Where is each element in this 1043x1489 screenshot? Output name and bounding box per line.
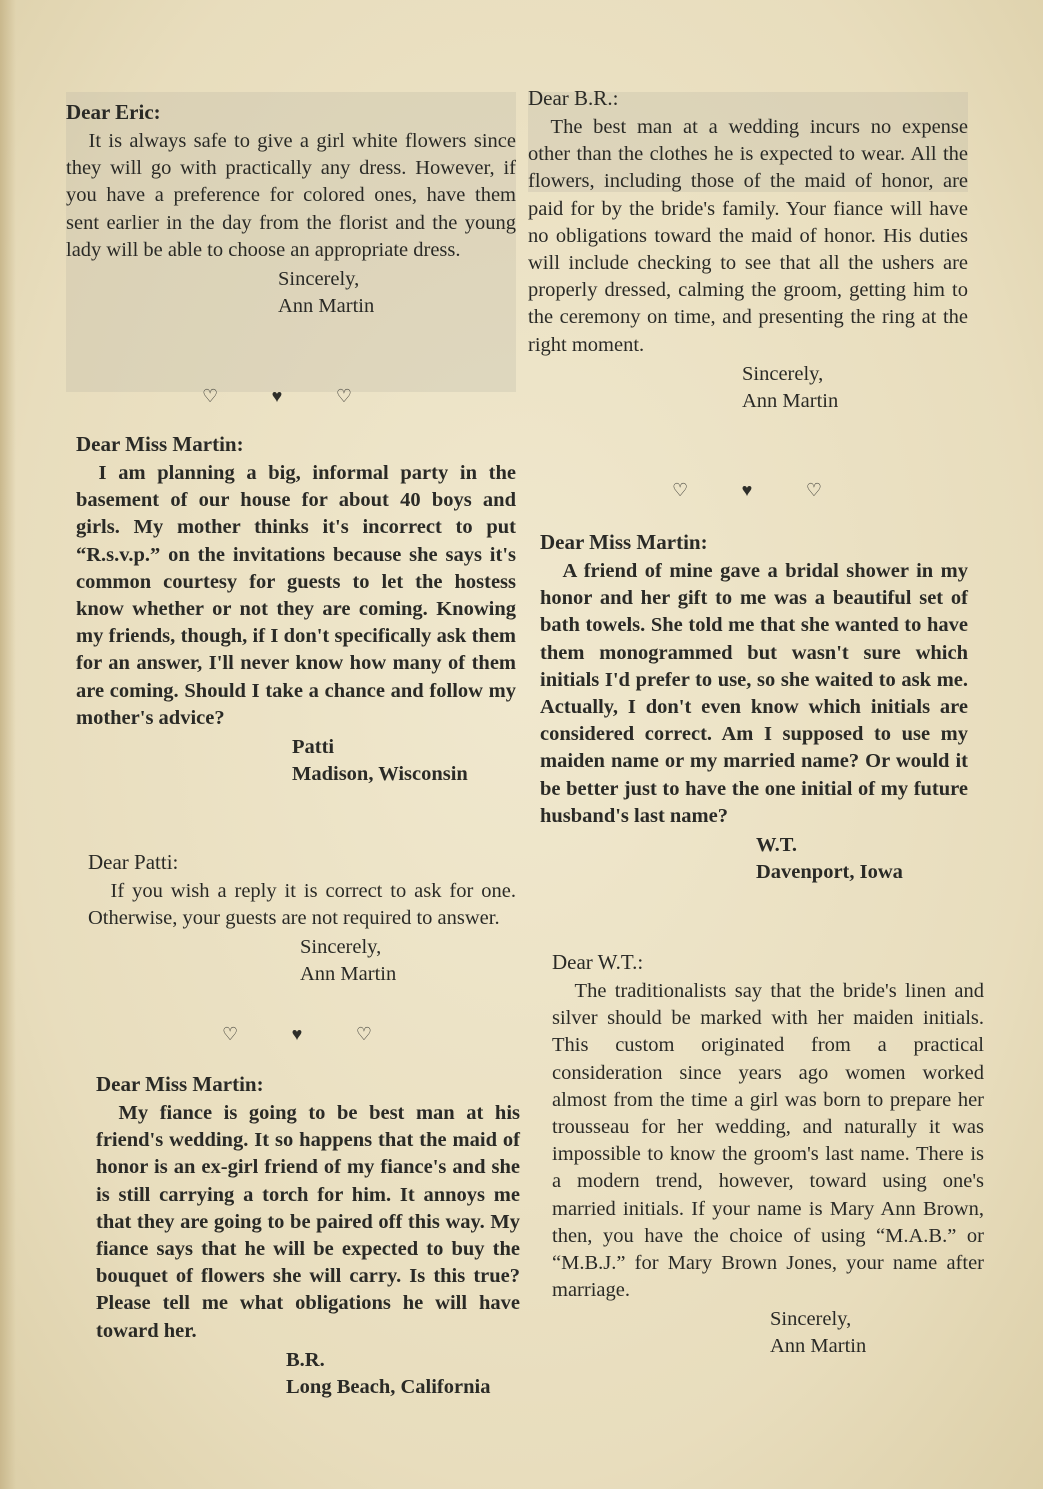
letter-body: The traditionalists say that the bride's linen and silver should be marked with her maiden initials. This custom originated from a practical consideration since years ago women worked almost from the time a girl was born to prepare her trousseau for her wedding, and naturally it was impossible to know the groom's last name. There is a modern trend, however, toward using one's married initials. If your name is Mary Ann Brown, then, you have the choice of using “M.A.B.” or “M.B.J.” for Mary Brown Jones, your name after marriage. bbox=[552, 980, 984, 1302]
reply-to-patti bbox=[88, 848, 516, 988]
heart-outline-icon: ♡ bbox=[222, 1024, 239, 1044]
letter-body: The best man at a wedding incurs no expense other than the clothes he is expected to wear. All the flowers, including those of the maid of honor, are paid for by the bride's family. Your fiance will have no obligations toward the maid of honor. His duties will include checking to see that all the ushers are properly dressed, calming the groom, getting him to the ceremony on time, and presenting the ring at the right moment. bbox=[528, 116, 968, 356]
sender-location: Davenport, Iowa bbox=[756, 861, 903, 884]
signature-block bbox=[96, 1347, 520, 1401]
salutation: Dear B.R.: bbox=[528, 86, 619, 110]
salutation: Dear Miss Martin: bbox=[540, 530, 708, 554]
heart-outline-icon: ♡ bbox=[202, 386, 219, 406]
heart-filled-icon: ♥ bbox=[271, 386, 283, 406]
signature: Ann Martin bbox=[278, 295, 375, 318]
page-edge-shadow bbox=[0, 0, 16, 1489]
closing: Sincerely, bbox=[278, 268, 360, 291]
salutation: Dear Miss Martin: bbox=[96, 1072, 264, 1096]
signature-block bbox=[76, 734, 516, 788]
reply-to-wt bbox=[552, 948, 984, 1360]
letter-body: A friend of mine gave a bridal shower in my honor and her gift to me was a beautiful set of bath towels. She told me that she wanted to have them monogrammed but wasn't sure which initials I'd prefer to use, so she waited to ask me. Actually, I don't even know which initials are considered correct. Am I supposed to use my maiden name or my married name? Or would it be better just to have the one initial of my future husband's last name? bbox=[540, 560, 968, 827]
salutation: Dear Miss Martin: bbox=[76, 432, 244, 456]
closing: Sincerely, bbox=[742, 362, 824, 385]
signature-block bbox=[552, 1306, 984, 1360]
letter-from-br bbox=[96, 1070, 520, 1401]
signature: Ann Martin bbox=[742, 389, 839, 412]
salutation: Dear Eric: bbox=[66, 100, 161, 124]
letter-body: If you wish a reply it is correct to ask for one. Otherwise, your guests are not required to answer. bbox=[88, 880, 516, 930]
signature: Ann Martin bbox=[300, 963, 397, 986]
signature-block bbox=[540, 832, 968, 886]
heart-divider bbox=[222, 1024, 372, 1045]
salutation: Dear W.T.: bbox=[552, 950, 644, 974]
heart-outline-icon: ♡ bbox=[805, 480, 822, 500]
sender-name: W.T. bbox=[756, 834, 798, 857]
signature-block bbox=[528, 361, 968, 415]
signature-block bbox=[88, 934, 516, 988]
signature: Ann Martin bbox=[770, 1335, 867, 1358]
heart-divider bbox=[672, 480, 822, 501]
letter-dear-eric bbox=[66, 98, 516, 320]
reply-to-br bbox=[528, 84, 968, 415]
heart-filled-icon: ♥ bbox=[741, 480, 753, 500]
letter-from-wt bbox=[540, 528, 968, 886]
closing: Sincerely, bbox=[300, 936, 382, 959]
heart-outline-icon: ♡ bbox=[355, 1024, 372, 1044]
sender-name: Patti bbox=[292, 736, 335, 759]
heart-outline-icon: ♡ bbox=[672, 480, 689, 500]
heart-divider bbox=[202, 386, 352, 407]
letter-body: It is always safe to give a girl white flowers since they will go with practically any dress. However, if you have a preference for colored ones, have them sent earlier in the day from the florist and the young lady will be able to choose an appropriate dress. bbox=[66, 130, 516, 261]
letter-from-patti bbox=[76, 430, 516, 788]
salutation: Dear Patti: bbox=[88, 850, 179, 874]
heart-outline-icon: ♡ bbox=[335, 386, 352, 406]
heart-filled-icon: ♥ bbox=[291, 1024, 303, 1044]
letter-body: My fiance is going to be best man at his friend's wedding. It so happens that the maid of honor is an ex-girl friend of my fiance's and she is still carrying a torch for him. It annoys me that they are going to be paired off this way. My fiance says that he will be expected to buy the bouquet of flowers she will carry. Is this true? Please tell me what obligations he will have toward her. bbox=[96, 1102, 520, 1342]
sender-name: B.R. bbox=[286, 1348, 325, 1371]
letter-body: I am planning a big, informal party in the basement of our house for about 40 boys and girls. My mother thinks it's incorrect to put “R.s.v.p.” on the invitations because she says it's common courtesy for guests to let the hostess know whether or not they are coming. Knowing my friends, though, if I don't specifically ask them for an answer, I'll never know how many of them are coming. Should I take a chance and follow my mother's advice? bbox=[76, 462, 516, 729]
sender-location: Long Beach, California bbox=[286, 1375, 491, 1398]
signature-block bbox=[66, 266, 516, 320]
closing: Sincerely, bbox=[770, 1308, 852, 1331]
sender-location: Madison, Wisconsin bbox=[292, 763, 468, 786]
